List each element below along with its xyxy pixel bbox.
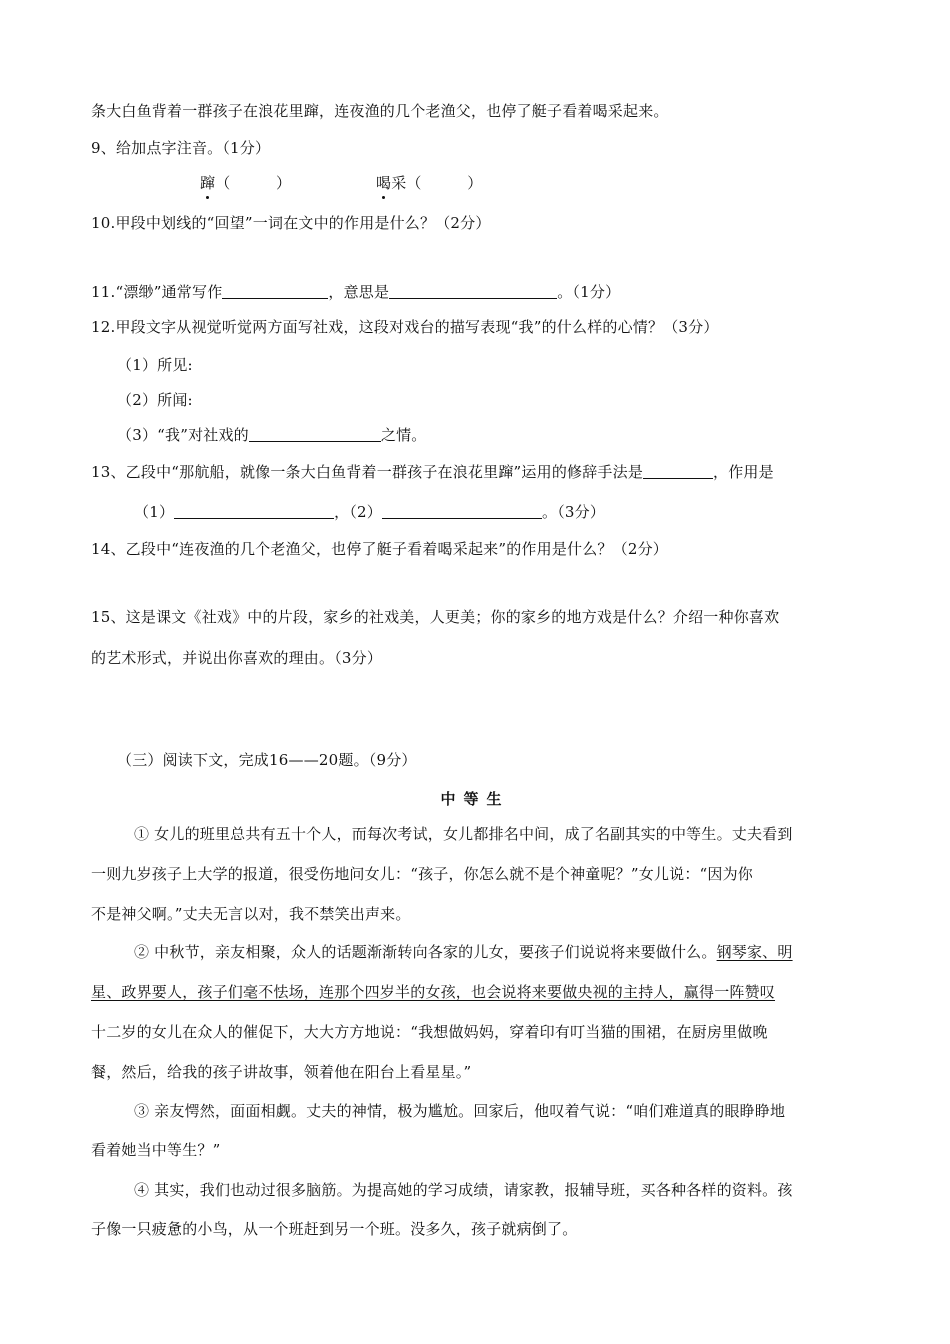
answer-blank[interactable] — [643, 462, 713, 479]
plain-char: 采 — [391, 174, 407, 192]
question-13-text-b: ，作用是 — [713, 463, 774, 481]
answer-blank[interactable] — [174, 502, 334, 519]
answer-blank[interactable] — [389, 282, 557, 299]
paragraph-3-line-2: 看着她当中等生？” — [91, 1141, 221, 1159]
paragraph-2-line-3: 十二岁的女儿在众人的催促下，大大方方地说：“我想做妈妈，穿着印有叮当猫的围裙，在厨房里做晚 — [91, 1023, 768, 1041]
question-11-text-a: 11.“漂缈”通常写作 — [91, 283, 223, 301]
question-13 — [91, 462, 774, 482]
article-title: 中等生 — [440, 790, 510, 808]
answer-paren: （ ） — [406, 174, 483, 192]
question-13-answer-1-label: （1） — [134, 503, 175, 521]
question-13-points: 。（3分） — [542, 503, 606, 521]
question-9-item-2 — [376, 173, 482, 193]
question-10: 10.甲段中划线的“回望”一词在文中的作用是什么？（2分） — [91, 214, 491, 232]
question-12-part-3-text-a: （3）“我”对社戏的 — [117, 426, 249, 444]
paragraph-4-line-1: ④ 其实，我们也动过很多脑筋。为提高她的学习成绩，请家教，报辅导班，买各种各样的资料。孩 — [134, 1181, 793, 1199]
paragraph-1-line-1: ① 女儿的班里总共有五十个人，而每次考试，女儿都排名中间，成了名副其实的中等生。丈夫看到 — [134, 825, 793, 843]
dotted-char: 喝 — [376, 174, 392, 192]
question-11 — [91, 282, 620, 302]
question-12-part-1: （1）所见: — [117, 356, 193, 374]
passage-continuation: 条大白鱼背着一群孩子在浪花里蹿，连夜渔的几个老渔父，也停了艇子看着喝采起来。 — [91, 102, 669, 120]
answer-paren: （ ） — [215, 174, 292, 192]
answer-blank[interactable] — [222, 282, 328, 299]
question-9: 9、给加点字注音。（1分） — [91, 139, 271, 157]
paragraph-1-line-2: 一则九岁孩子上大学的报道，很受伤地问女儿：“孩子，你怎么就不是个神童呢？”女儿说：“因为你 — [91, 865, 754, 883]
question-14: 14、乙段中“连夜渔的几个老渔父，也停了艇子看着喝采起来”的作用是什么？（2分） — [91, 540, 668, 558]
question-12-part-3-text-b: 之情。 — [380, 426, 427, 444]
paragraph-2-line-1 — [134, 942, 793, 962]
answer-blank[interactable] — [249, 425, 381, 442]
question-12: 12.甲段文字从视觉听觉两方面写社戏，这段对戏台的描写表现“我”的什么样的心情？（3分） — [91, 318, 719, 336]
paragraph-4-line-2: 子像一只疲惫的小鸟，从一个班赶到另一个班。没多久，孩子就病倒了。 — [91, 1220, 578, 1238]
question-15-line-1: 15、这是课文《社戏》中的片段，家乡的社戏美，人更美；你的家乡的地方戏是什么？介绍一种你喜欢 — [91, 608, 780, 626]
question-11-text-c: 。（1分） — [557, 283, 621, 301]
question-11-text-b: ，意思是 — [328, 283, 390, 301]
paragraph-2-line-2: 星、政界要人，孩子们毫不怯场，连那个四岁半的女孩，也会说将来要做央视的主持人，赢得一阵赞叹 — [91, 983, 776, 1001]
question-9-item-1 — [200, 173, 291, 193]
question-12-part-3 — [117, 425, 427, 445]
question-13-answer-2-label: ，（2） — [334, 503, 383, 521]
section-3-heading: （三）阅读下文，完成16——20题。（9分） — [117, 751, 417, 769]
question-15-line-2: 的艺术形式，并说出你喜欢的理由。（3分） — [91, 649, 383, 667]
question-12-part-2: （2）所闻: — [117, 391, 193, 409]
paragraph-3-line-1: ③ 亲友愕然，面面相觑。丈夫的神情，极为尴尬。回家后，他叹着气说：“咱们难道真的眼睁睁地 — [134, 1102, 786, 1120]
underlined-text: 钢琴家、明 — [716, 943, 793, 961]
question-13-answers — [134, 502, 605, 522]
answer-blank[interactable] — [382, 502, 542, 519]
question-13-text-a: 13、乙段中“那航船，就像一条大白鱼背着一群孩子在浪花里蹿”运用的修辞手法是 — [91, 463, 644, 481]
paragraph-1-line-3: 不是神父啊。”丈夫无言以对，我不禁笑出声来。 — [91, 905, 411, 923]
paragraph-2-text: ② 中秋节，亲友相聚，众人的话题渐渐转向各家的儿女，要孩子们说说将来要做什么。 — [134, 943, 717, 961]
paragraph-2-line-4: 餐，然后，给我的孩子讲故事，领着他在阳台上看星星。” — [91, 1063, 472, 1081]
dotted-char: 蹿 — [200, 174, 216, 192]
